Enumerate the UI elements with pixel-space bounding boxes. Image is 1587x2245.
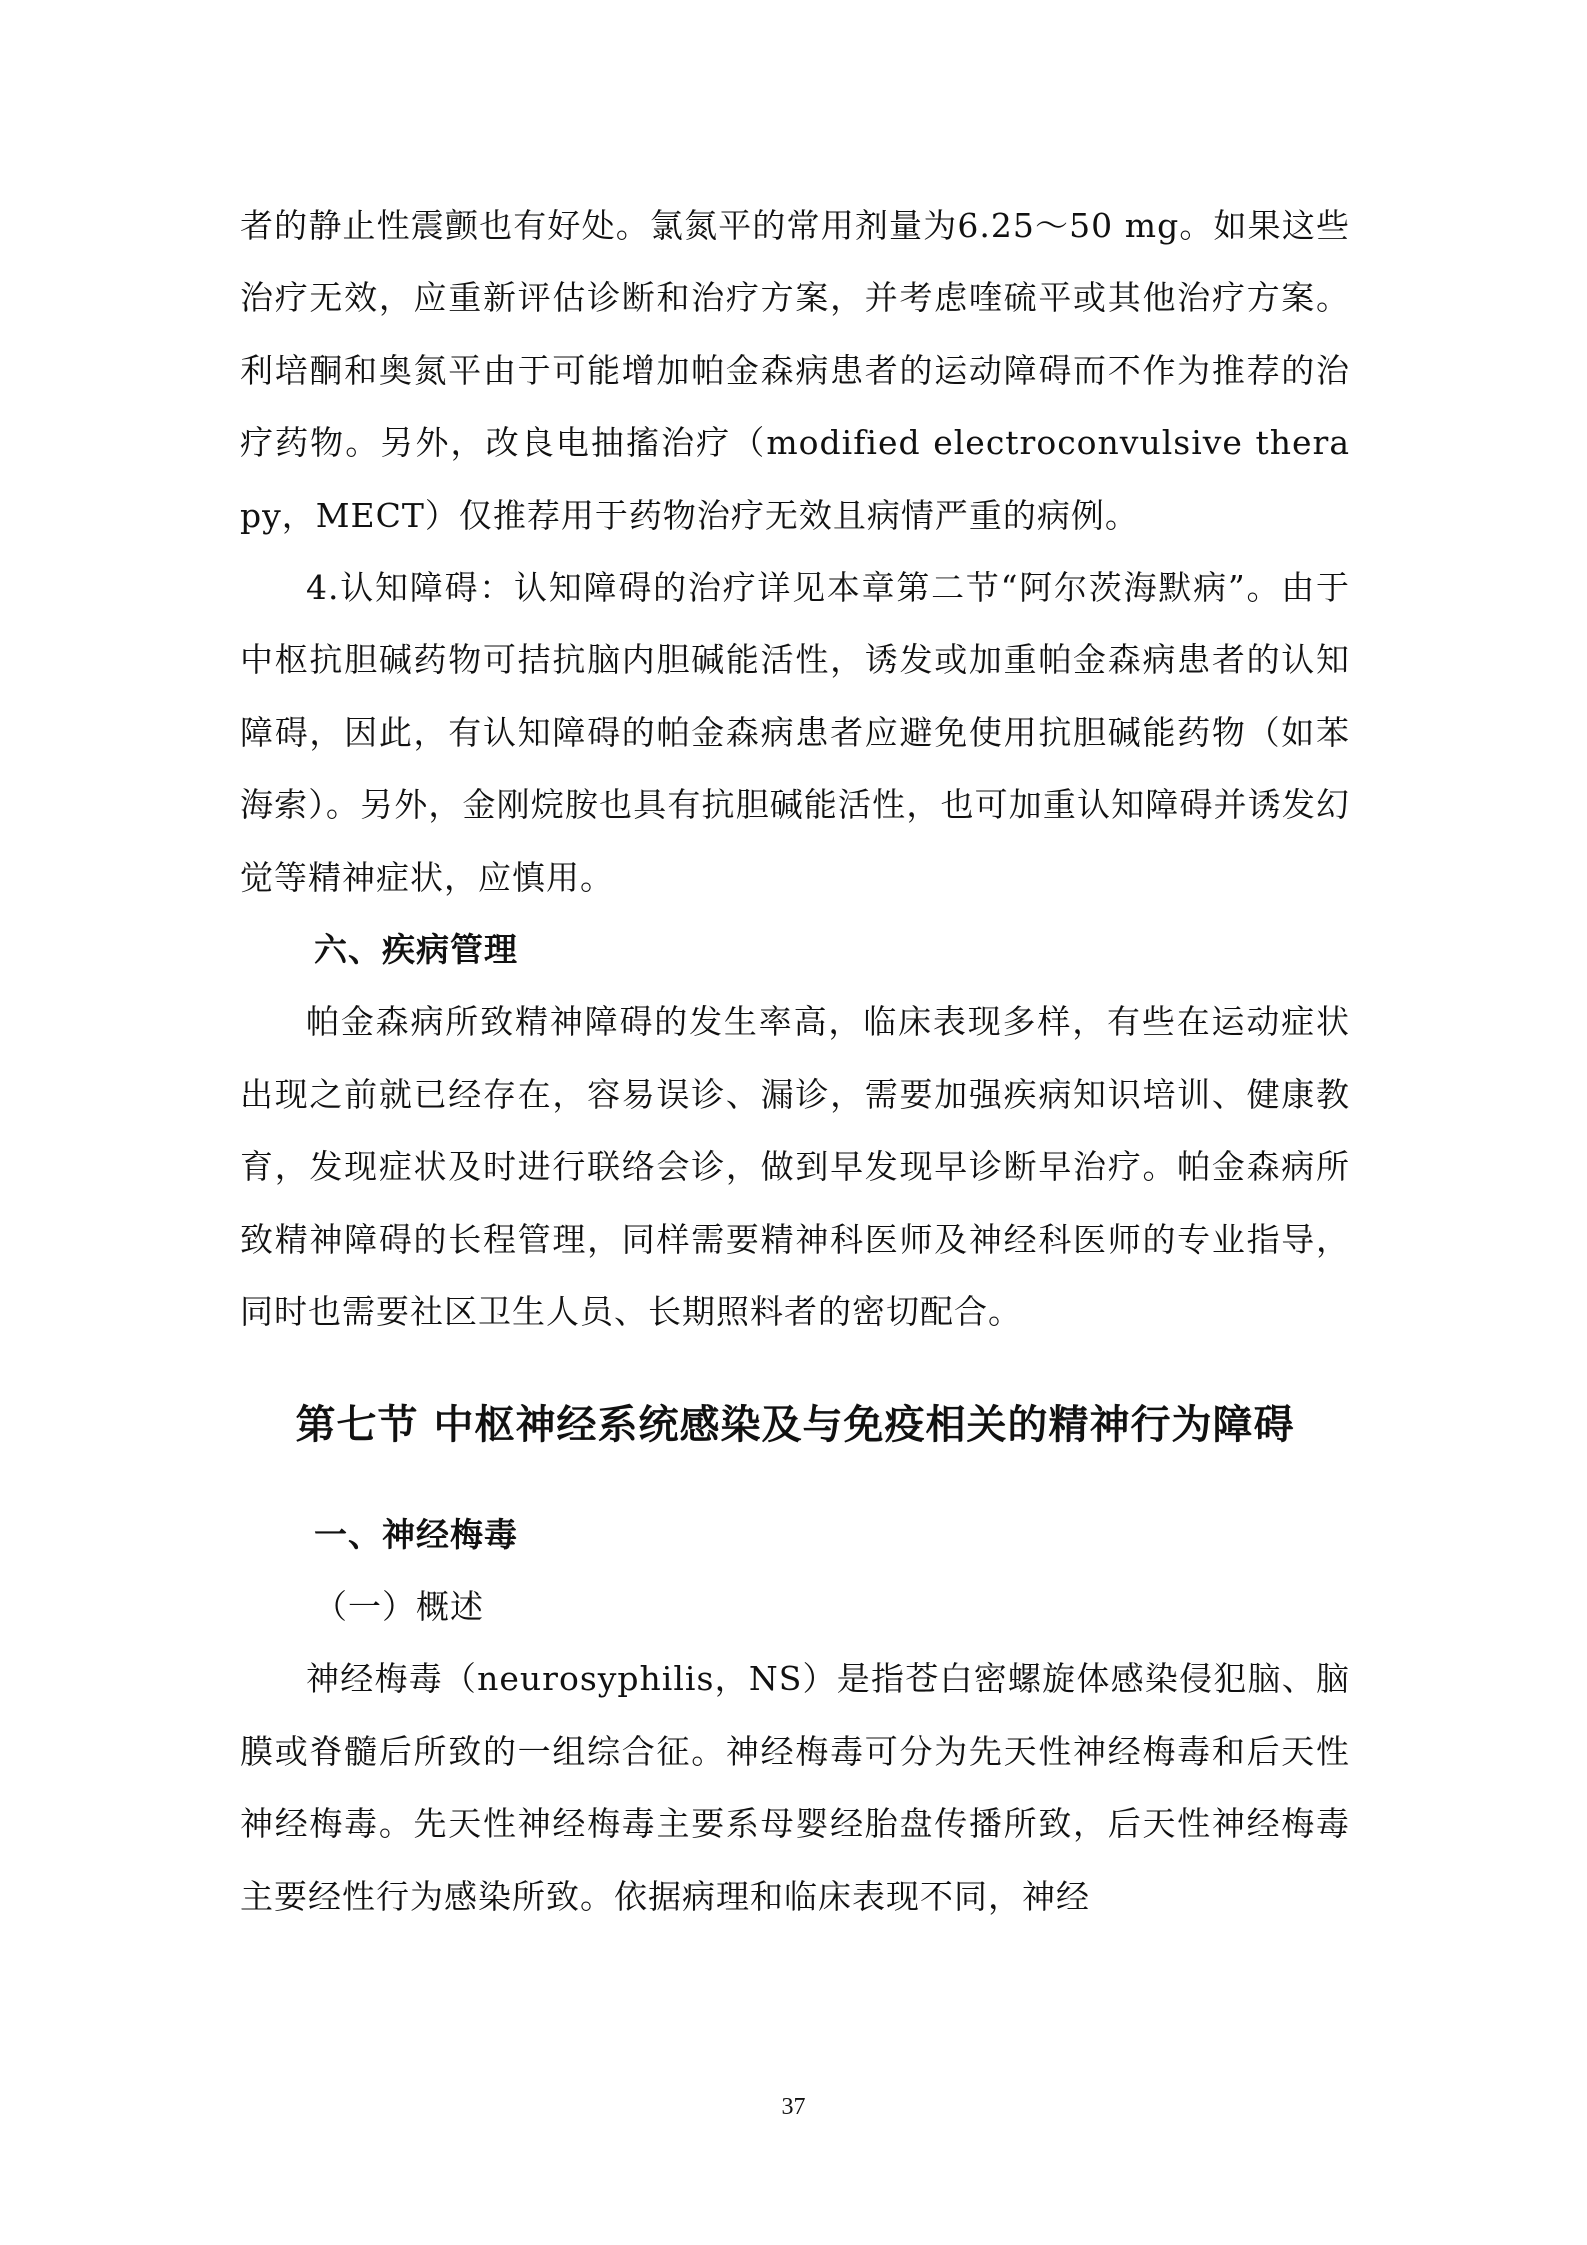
paragraph-cognitive-disorder: 4.认知障碍：认知障碍的治疗详见本章第二节“阿尔茨海默病”。由于中枢抗胆碱药物可拮抗脑内胆碱能活性，诱发或加重帕金森病患者的认知障碍，因此，有认知障碍的帕金森病患者应避免使用抗胆碱能药物（如苯海索）。另外，金刚烷胺也具有抗胆碱能活性，也可加重认知障碍并诱发幻觉等精神症状，应慎用。 [240, 568, 1350, 897]
heading-neurosyphilis: 一、神经梅毒 [314, 1514, 518, 1554]
section-title: 第七节 中枢神经系统感染及与免疫相关的精神行为障碍 [295, 1401, 1295, 1448]
paragraph-neurosyphilis-overview: 神经梅毒（neurosyphilis，NS）是指苍白密螺旋体感染侵犯脑、脑膜或脊髓后所致的一组综合征。神经梅毒可分为先天性神经梅毒和后天性神经梅毒。先天性神经梅毒主要系母婴经胎盘传播所致，后天性神经梅毒主要经性行为感染所致。依据病理和临床表现不同，神经 [240, 1659, 1350, 1916]
page-number: 37 [781, 2094, 806, 2120]
paragraph-continued-treatment: 者的静止性震颤也有好处。氯氮平的常用剂量为6.25～50 mg。如果这些治疗无效，应重新评估诊断和治疗方案，并考虑喹硫平或其他治疗方案。利培酮和奥氮平由于可能增加帕金森病患者的运动障碍而不作为推荐的治疗药物。另外，改良电抽搐治疗（modified electroconvulsive therapy，MECT）仅推荐用于药物治疗无效且病情严重的病例。 [240, 206, 1350, 535]
heading-disease-management: 六、疾病管理 [314, 930, 518, 970]
paragraph-disease-management: 帕金森病所致精神障碍的发生率高，临床表现多样，有些在运动症状出现之前就已经存在，容易误诊、漏诊，需要加强疾病知识培训、健康教育，发现症状及时进行联络会诊，做到早发现早诊断早治疗。帕金森病所致精神障碍的长程管理，同样需要精神科医师及神经科医师的专业指导，同时也需要社区卫生人员、长期照料者的密切配合。 [240, 1002, 1350, 1332]
page-content [240, 190, 1350, 1933]
subheading-overview: （一）概述 [314, 1586, 484, 1626]
